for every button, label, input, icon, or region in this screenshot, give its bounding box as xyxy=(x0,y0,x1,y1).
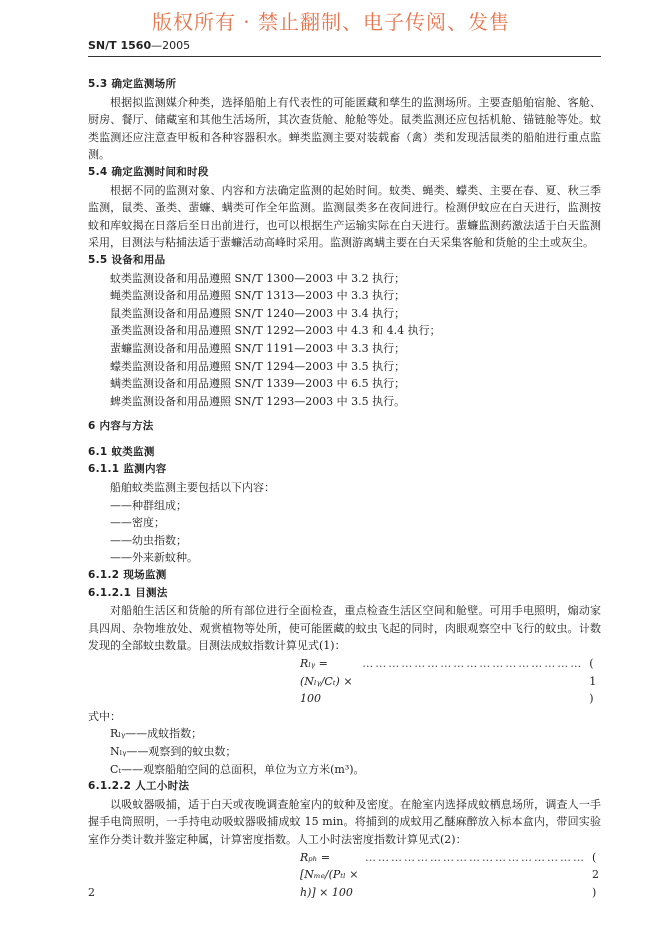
equipment-item: 蚤类监测设备和用品遵照 SN/T 1292—2003 中 4.3 和 4.4 执行； xyxy=(110,324,441,338)
equipment-item: 鼠类监测设备和用品遵照 SN/T 1240—2003 中 3.4 执行； xyxy=(110,306,406,320)
section-6-1-2-heading: 6.1.2 现场监测 xyxy=(88,569,167,582)
doc-code: SN/T 1560 xyxy=(88,39,152,52)
visual-method-paragraph: 对船舶生活区和货舱的所有部位进行全面检查，重点检查生活区空间和舱壁。可用手电照明，煽动家具四周、杂物堆放处、观赏植物等处所，使可能匿藏的蚊虫飞起的同时，肉眼观察空中飞行的蚊虫。计数发现的全部蚊虫数量。目测法成蚊指数计算见式(1)： xyxy=(88,604,601,653)
doc-year: —2005 xyxy=(151,39,191,52)
section-5-4-paragraph: 根据不同的监测对象、内容和方法确定监测的起始时间。蚊类、蝇类、蠓类、主要在春、夏、秋三季监测，鼠类、蚤类、蜚蠊、螨类可作全年监测。监测鼠类多在夜间进行。检测伊蚊应在白天进行，监测按蚊和库蚊揭在日落后至日出前进行，也可以根据生产运输实际在白天进行。蜚蠊监测药激法适于白天监测采用，目测法与粘捕法适于蜚蠊活动高峰时采用。监测游离螨主要在白天采集客舱和货舱的尘土或灰尘。 xyxy=(88,183,601,250)
document-code xyxy=(88,39,190,52)
formula-2-number: ( 2 ) xyxy=(592,850,600,899)
monitoring-item: ——外来新蚊种。 xyxy=(110,551,198,565)
man-hour-method-paragraph: 以吸蚊器吸捕，适于白天或夜晚调查舱室内的蚊种及密度。在舱室内选择成蚊栖息场所，调查人一手握手电筒照明，一手持电动吸蚊器吸捕成蚊 15 min。将捕到的成蚊用乙醚麻醉放入标本盒内，带回实验室作分类计数并鉴定种属，计算密度指数。人工小时法密度指数计算见式(2)： xyxy=(88,797,601,846)
page-number: 2 xyxy=(88,886,95,899)
monitoring-intro: 船舶蚊类监测主要包括以下内容： xyxy=(110,481,275,495)
formula-1-expression: Rₗᵧ = (Nₗᵧ/Cₜ) × 100 xyxy=(300,657,353,706)
variable-definition: Rₗᵧ——成蚊指数； xyxy=(110,727,203,741)
monitoring-item: ——种群组成； xyxy=(110,498,187,512)
formula-2-expression: Rₚₕ = [Nₘₑ/(Pₜₗ × h)] × 100 xyxy=(300,850,359,899)
section-5-3-paragraph: 根据拟监测媒介种类，选择船舶上有代表性的可能匿藏和孳生的监测场所。主要查船舶宿舱、客舱、厨房、餐厅、储藏室和其他生活场所，其次查货舱、舱舱等处。鼠类监测还应包括机舱、锚链舱等处。蚊类监测还应注意查甲板和各种容器积水。蝉类监测主要对装载畜（禽）类和发现活鼠类的船舶进行重点监测。 xyxy=(88,95,601,162)
formula-leader: …………………………………………… xyxy=(362,657,584,670)
equipment-item: 蠓类监测设备和用品遵照 SN/T 1294—2003 中 3.5 执行； xyxy=(110,359,406,373)
formula-1-number: ( 1 ) xyxy=(589,657,597,706)
formula-2 xyxy=(88,849,601,902)
section-5-4-heading: 5.4 确定监测时间和时段 xyxy=(88,165,209,178)
equipment-item: 蝇类监测设备和用品遵照 SN/T 1313—2003 中 3.3 执行； xyxy=(110,289,406,303)
equipment-item: 蚊类监测设备和用品遵照 SN/T 1300—2003 中 3.2 执行； xyxy=(110,271,406,285)
equipment-item: 螨类监测设备和用品遵照 SN/T 1339—2003 中 6.5 执行； xyxy=(110,377,406,391)
monitoring-item: ——密度； xyxy=(110,516,165,530)
spacer xyxy=(88,436,601,444)
section-6-1-1-heading: 6.1.1 监测内容 xyxy=(88,463,167,476)
watermark-banner: 版权所有 · 禁止翻制、电子传阅、发售 xyxy=(151,10,511,34)
spacer xyxy=(88,410,601,418)
variable-definition: Cₜ——观察船舶空间的总面积，单位为立方米(m³)。 xyxy=(110,762,365,776)
equipment-item: 蜚蠊监测设备和用品遵照 SN/T 1191—2003 中 3.3 执行； xyxy=(110,341,406,355)
page-body xyxy=(88,76,601,901)
header-rule xyxy=(88,56,601,57)
variable-definition: Nₗᵧ——观察到的蚊虫数； xyxy=(110,744,237,758)
section-6-1-2-1-heading: 6.1.2.1 目测法 xyxy=(88,586,168,599)
section-6-1-heading: 6.1 蚊类监测 xyxy=(88,445,155,458)
section-6-heading: 6 内容与方法 xyxy=(88,420,154,433)
equipment-item: 蜱类监测设备和用品遵照 SN/T 1293—2003 中 3.5 执行。 xyxy=(110,394,406,408)
section-6-1-2-2-heading: 6.1.2.2 人工小时法 xyxy=(88,780,190,793)
section-5-5-heading: 5.5 设备和用品 xyxy=(88,253,166,266)
formula-1 xyxy=(88,655,601,708)
where-label: 式中： xyxy=(88,709,121,723)
section-5-3-heading: 5.3 确定监测场所 xyxy=(88,78,177,90)
monitoring-item: ——幼虫指数； xyxy=(110,533,187,547)
formula-leader: …………………………………………… xyxy=(365,850,587,864)
